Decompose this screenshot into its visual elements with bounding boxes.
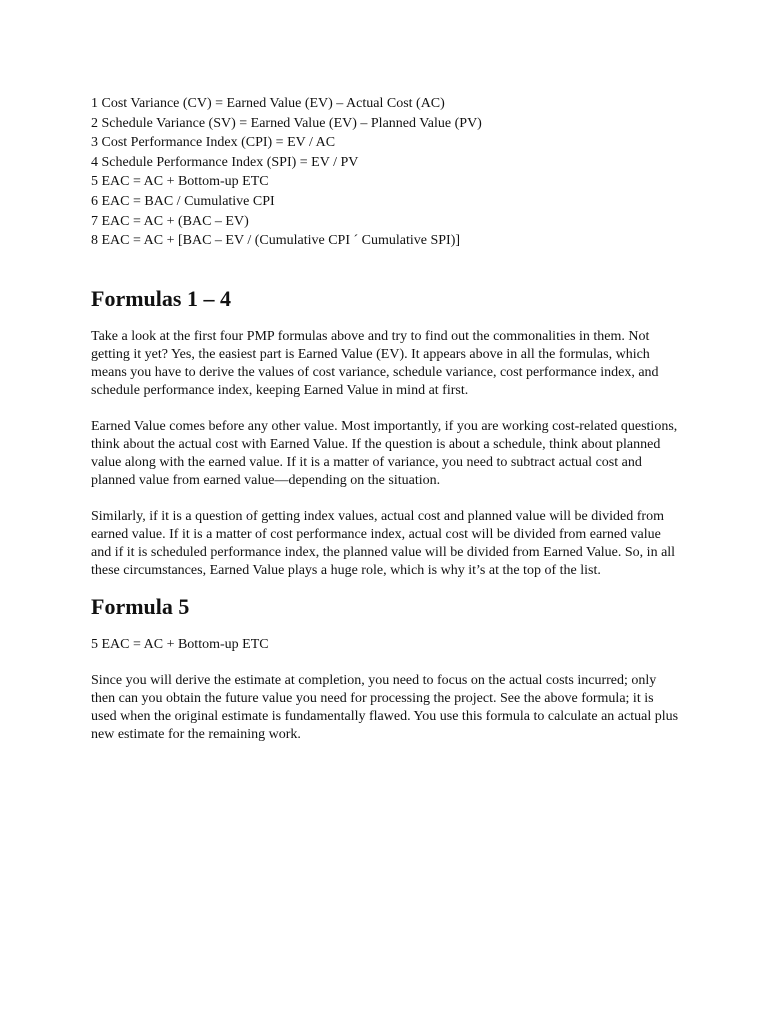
formula-5-line: 5 EAC = AC + Bottom-up ETC	[91, 636, 269, 652]
document-page	[91, 94, 691, 744]
formula-line-5: 5 EAC = AC + Bottom-up ETC	[91, 174, 269, 190]
paragraph-earned-value-first: Earned Value comes before any other value. Most importantly, if you are working cost-related questions, think about the actual cost with Earned Value. If the question is about a schedule, think about planned value along with the earned value. If it is a matter of variance, you need to subtract actual cost and planned value from earned value—depending on the situation.	[91, 418, 678, 488]
section-heading-formula-5: Formula 5	[91, 593, 190, 619]
formula-line-8: 8 EAC = AC + [BAC – EV / (Cumulative CPI ´ Cumulative SPI)]	[91, 233, 461, 249]
paragraph-commonalities: Take a look at the first four PMP formulas above and try to find out the commonalities in them. Not getting it yet? Yes, the easiest part is Earned Value (EV). It appears above in all the formulas, which means you have to derive the values of cost variance, schedule variance, cost performance index, and schedule performance index, keeping Earned Value in mind at first.	[91, 328, 659, 398]
formula-line-6: 6 EAC = BAC / Cumulative CPI	[91, 193, 275, 209]
formula-line-2: 2 Schedule Variance (SV) = Earned Value (EV) – Planned Value (PV)	[91, 115, 482, 131]
formula-line-1: 1 Cost Variance (CV) = Earned Value (EV) – Actual Cost (AC)	[91, 96, 445, 111]
formula-line-3: 3 Cost Performance Index (CPI) = EV / AC	[91, 135, 336, 151]
paragraph-estimate-at-completion: Since you will derive the estimate at completion, you need to focus on the actual costs incurred; only then can you obtain the future value you need for processing the project. See the above formula; it is used when the original estimate is fundamentally flawed. You use this formula to calculate an actual plus new estimate for the remaining work.	[91, 672, 679, 742]
formula-line-7: 7 EAC = AC + (BAC – EV)	[91, 213, 249, 229]
section-heading-formulas-1-4: Formulas 1 – 4	[91, 285, 231, 311]
formula-line-4: 4 Schedule Performance Index (SPI) = EV / PV	[91, 154, 359, 170]
formula-list	[91, 94, 691, 251]
paragraph-index-values: Similarly, if it is a question of getting index values, actual cost and planned value will be divided from earned value. If it is a matter of cost performance index, actual cost will be divided from earned value and if it is scheduled performance index, the planned value will be divided from Earned Value. So, in all these circumstances, Earned Value plays a huge role, which is why it’s at the top of the list.	[91, 508, 676, 578]
